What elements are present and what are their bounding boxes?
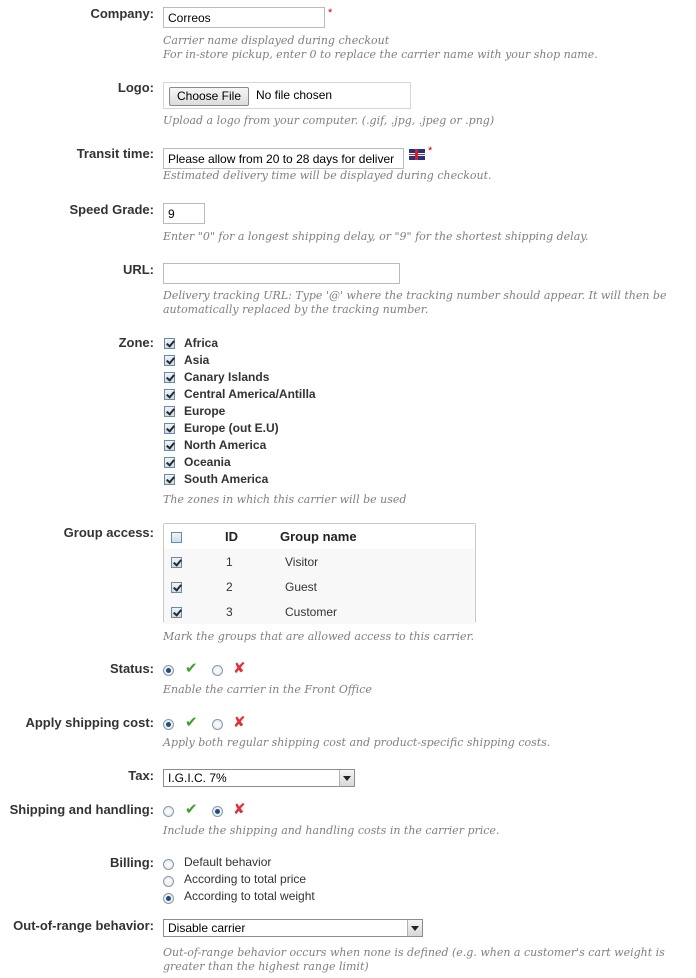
url-label: URL: xyxy=(122,262,154,277)
group-access-label: Group access: xyxy=(63,525,154,540)
column-group-name: Group name xyxy=(280,529,357,544)
zone-label: Zone: xyxy=(118,335,154,350)
apply-shipping-no-radio[interactable] xyxy=(212,719,223,730)
zone-name: Central America/Antilla xyxy=(184,387,316,401)
speed-grade-input[interactable] xyxy=(163,203,205,224)
required-marker: * xyxy=(328,7,333,19)
group-checkbox[interactable] xyxy=(171,582,182,593)
billing-option-label: Default behavior xyxy=(184,855,272,869)
company-input[interactable] xyxy=(163,7,325,28)
tax-selected-value: I.G.I.C. 7% xyxy=(168,771,227,785)
zone-checkbox[interactable] xyxy=(164,474,175,485)
logo-label: Logo: xyxy=(117,80,154,95)
apply-shipping-yes-radio[interactable] xyxy=(163,719,174,730)
url-hint: Delivery tracking URL: Type '@' where the tracking number should appear. It will then be xyxy=(163,289,667,302)
uk-flag-icon[interactable] xyxy=(409,149,425,160)
zone-name: Europe xyxy=(184,404,226,418)
status-hint: Enable the carrier in the Front Office xyxy=(163,683,372,696)
column-id: ID xyxy=(225,529,238,544)
group-table-header xyxy=(164,524,475,550)
billing-option-label: According to total weight xyxy=(184,889,315,903)
shipping-handling-label: Shipping and handling: xyxy=(9,802,154,817)
chevron-down-icon[interactable] xyxy=(407,920,422,936)
out-of-range-hint: Out-of-range behavior occurs when none is defined (e.g. when a customer's cart weight is xyxy=(163,946,665,959)
apply-shipping-label: Apply shipping cost: xyxy=(25,715,154,730)
tracking-url-input[interactable] xyxy=(163,263,400,284)
group-id: 2 xyxy=(226,580,233,594)
table-row[interactable] xyxy=(164,574,475,600)
billing-radio[interactable] xyxy=(163,893,174,904)
out-of-range-select[interactable] xyxy=(163,919,423,937)
zone-checkbox[interactable] xyxy=(164,440,175,451)
zone-checkbox[interactable] xyxy=(164,457,175,468)
out-of-range-hint-cont: greater than the highest range limit) xyxy=(163,960,369,973)
status-disabled-radio[interactable] xyxy=(212,665,223,676)
company-hint: Carrier name displayed during checkout xyxy=(163,34,390,47)
company-label: Company: xyxy=(90,6,154,21)
status-label: Status: xyxy=(109,661,154,676)
group-access-hint: Mark the groups that are allowed access to this carrier. xyxy=(163,630,475,643)
cross-icon: ✘ xyxy=(233,660,246,677)
select-all-checkbox[interactable] xyxy=(171,532,182,543)
file-status: No file chosen xyxy=(256,88,333,102)
required-marker: * xyxy=(428,145,433,157)
tax-label: Tax: xyxy=(128,768,154,783)
cross-icon: ✘ xyxy=(233,801,246,818)
zone-name: Europe (out E.U) xyxy=(184,421,279,435)
zone-name: Oceania xyxy=(184,455,231,469)
billing-label: Billing: xyxy=(109,855,154,870)
zone-name: North America xyxy=(184,438,267,452)
zone-checkbox[interactable] xyxy=(164,355,175,366)
check-icon: ✔ xyxy=(185,660,198,677)
transit-time-input[interactable] xyxy=(163,148,404,169)
group-checkbox[interactable] xyxy=(171,557,182,568)
speed-grade-label: Speed Grade: xyxy=(69,202,154,217)
table-row[interactable] xyxy=(164,599,475,624)
logo-file-input[interactable] xyxy=(163,82,411,109)
zone-name: Canary Islands xyxy=(184,370,270,384)
chevron-down-icon[interactable] xyxy=(339,770,354,786)
zone-checkbox[interactable] xyxy=(164,338,175,349)
shipping-handling-hint: Include the shipping and handling costs in the carrier price. xyxy=(163,824,500,837)
tax-select[interactable] xyxy=(163,769,355,787)
cross-icon: ✘ xyxy=(233,714,246,731)
logo-hint: Upload a logo from your computer. (.gif, .jpg, .jpeg or .png) xyxy=(163,114,495,127)
table-row[interactable] xyxy=(164,549,475,575)
group-name: Guest xyxy=(285,580,318,594)
group-table xyxy=(163,523,476,623)
zone-name: South America xyxy=(184,472,269,486)
group-name: Visitor xyxy=(285,555,319,569)
zone-checkbox[interactable] xyxy=(164,423,175,434)
transit-label: Transit time: xyxy=(76,146,154,161)
apply-shipping-hint: Apply both regular shipping cost and product-specific shipping costs. xyxy=(163,736,551,749)
zone-name: Asia xyxy=(184,353,210,367)
company-hint-pickup: For in-store pickup, enter 0 to replace the carrier name with your shop name. xyxy=(163,48,598,61)
choose-file-button[interactable]: Choose File xyxy=(169,87,249,106)
billing-radio[interactable] xyxy=(163,859,174,870)
group-id: 3 xyxy=(226,605,233,619)
transit-hint: Estimated delivery time will be displayed during checkout. xyxy=(163,169,492,182)
out-of-range-selected-value: Disable carrier xyxy=(168,921,246,935)
shipping-handling-no-radio[interactable] xyxy=(212,806,223,817)
zone-hint: The zones in which this carrier will be used xyxy=(163,493,407,506)
billing-option-label: According to total price xyxy=(184,872,307,886)
status-enabled-radio[interactable] xyxy=(163,665,174,676)
zone-checkbox[interactable] xyxy=(164,372,175,383)
speed-grade-hint: Enter "0" for a longest shipping delay, or "9" for the shortest shipping delay. xyxy=(163,230,589,243)
group-name: Customer xyxy=(285,605,338,619)
group-checkbox[interactable] xyxy=(171,607,182,618)
shipping-handling-yes-radio[interactable] xyxy=(163,806,174,817)
billing-radio[interactable] xyxy=(163,876,174,887)
url-hint-cont: automatically replaced by the tracking number. xyxy=(163,303,429,316)
zone-checkbox[interactable] xyxy=(164,389,175,400)
zone-name: Africa xyxy=(184,336,219,350)
group-id: 1 xyxy=(226,555,233,569)
out-of-range-label: Out-of-range behavior: xyxy=(13,918,154,933)
check-icon: ✔ xyxy=(185,714,198,731)
check-icon: ✔ xyxy=(185,801,198,818)
zone-checkbox[interactable] xyxy=(164,406,175,417)
